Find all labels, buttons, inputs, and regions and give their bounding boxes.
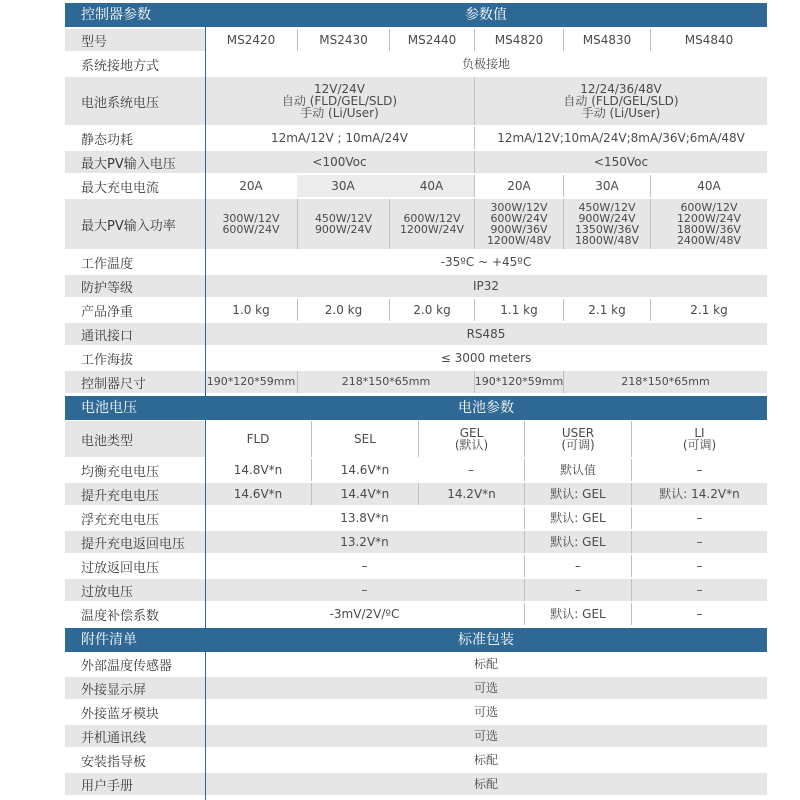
header-left: 电池电压 xyxy=(81,400,137,416)
line: 手动 (Li/User) xyxy=(300,106,379,120)
accessory-header xyxy=(65,628,767,652)
row-max-pv-power xyxy=(65,199,767,249)
row-label: 防护等级 xyxy=(81,280,134,296)
static-power-right: 12mA/12V;10mA/24V;8mA/36V;6mA/48V xyxy=(474,127,767,149)
row-static-power xyxy=(65,127,767,149)
model-cell: MS4830 xyxy=(563,29,650,51)
current-cell: 30A xyxy=(563,175,650,197)
size-cell: 218*150*65mm xyxy=(297,371,474,393)
accessory-row xyxy=(65,677,767,699)
line: 450W/12V xyxy=(314,212,373,225)
line: 12V/24V xyxy=(314,82,365,96)
line: 1350W/36V xyxy=(574,223,640,236)
altitude-value: ≤ 3000 meters xyxy=(440,351,532,365)
line: 900W/24V xyxy=(578,212,636,225)
pv-power-cell xyxy=(474,199,563,249)
equalize-cell: – xyxy=(468,463,474,477)
line: 1200W/24V xyxy=(399,223,465,236)
row-battery-type xyxy=(65,421,767,457)
temp-comp-cell: 默认: GEL xyxy=(524,603,631,625)
static-power-left: 12mA/12V ; 10mA/24V xyxy=(270,131,409,145)
line: 600W/12V xyxy=(680,201,738,214)
boost-return-cell: – xyxy=(631,531,767,553)
row-max-charge-current xyxy=(65,175,767,197)
current-cell: 20A xyxy=(239,179,263,193)
row-label: 工作温度 xyxy=(81,256,134,272)
row-equalize xyxy=(65,459,767,481)
accessory-row xyxy=(65,653,767,675)
line: 1200W/48V xyxy=(486,234,552,247)
battery-type-cell: FLD xyxy=(205,421,311,457)
weight-cell: 2.1 kg xyxy=(563,299,650,321)
equalize-cell: – xyxy=(631,459,767,481)
row-temp-comp xyxy=(65,603,767,625)
model-cell: MS2430 xyxy=(297,29,389,51)
row-battery-voltage xyxy=(65,77,767,125)
row-label: 最大PV输入功率 xyxy=(81,218,176,234)
battery-voltage-right xyxy=(474,77,767,125)
row-label: 型号 xyxy=(81,34,108,50)
pv-power-cell xyxy=(389,199,474,249)
pv-voltage-right: <150Voc xyxy=(474,151,767,173)
pv-voltage-left: <100Voc xyxy=(312,155,367,169)
row-comm xyxy=(65,323,767,345)
row-protection xyxy=(65,275,767,297)
row-label: 工作海拔 xyxy=(81,352,134,368)
line: 12/24/36/48V xyxy=(580,82,662,96)
column-divider xyxy=(205,27,206,396)
header-right: 标准包装 xyxy=(458,632,514,648)
line: 600W/24V xyxy=(222,223,280,236)
header-left: 控制器参数 xyxy=(81,7,151,23)
line: USER xyxy=(561,426,595,440)
equalize-cell: 默认值 xyxy=(524,459,631,481)
work-temp-value: -35ºC ~ +45ºC xyxy=(440,255,532,269)
row-label: 产品净重 xyxy=(81,304,134,320)
row-label: 最大充电电流 xyxy=(81,180,160,196)
row-label: 外接显示屏 xyxy=(81,682,147,698)
model-cell: MS4820 xyxy=(474,29,563,51)
weight-cell: 2.0 kg xyxy=(389,299,474,321)
accessory-row xyxy=(65,773,767,795)
float-cell: 默认: GEL xyxy=(524,507,631,529)
row-boost-return xyxy=(65,531,767,553)
weight-cell: 2.0 kg xyxy=(297,299,389,321)
battery-type-cell xyxy=(524,421,631,457)
discharge-return-cell: – xyxy=(524,555,631,577)
discharge-return-cell: – xyxy=(361,559,368,573)
row-max-pv-voltage xyxy=(65,151,767,173)
row-net-weight xyxy=(65,299,767,321)
row-label: 并机通讯线 xyxy=(81,730,147,746)
column-divider xyxy=(205,652,206,800)
row-label: 系统接地方式 xyxy=(81,58,160,74)
battery-type-cell xyxy=(418,421,524,457)
boost-return-cell: 13.2V*n xyxy=(340,535,389,549)
row-label: 浮充充电电压 xyxy=(81,512,160,528)
boost-cell: 14.4V*n xyxy=(311,483,418,505)
row-altitude xyxy=(65,347,767,369)
row-over-discharge xyxy=(65,579,767,601)
accessory-value: 标配 xyxy=(473,657,498,671)
row-label: 提升充电电压 xyxy=(81,488,160,504)
line: (默认) xyxy=(454,438,489,452)
line: 600W/24V xyxy=(490,212,548,225)
row-grounding xyxy=(65,53,767,75)
line: 900W/36V xyxy=(490,223,548,236)
float-cell: – xyxy=(631,507,767,529)
row-label: 用户手册 xyxy=(81,778,134,794)
row-label: 电池类型 xyxy=(81,433,134,449)
pv-power-cell xyxy=(205,199,297,249)
current-cell: 40A xyxy=(389,175,474,197)
header-left: 附件清单 xyxy=(81,632,137,648)
size-cell: 190*120*59mm xyxy=(206,375,296,388)
size-cell: 218*150*65mm xyxy=(563,371,767,393)
row-label: 最大PV输入电压 xyxy=(81,156,176,172)
row-size xyxy=(65,371,767,393)
row-float xyxy=(65,507,767,529)
line: 300W/12V xyxy=(490,201,548,214)
current-cell: 20A xyxy=(474,175,563,197)
discharge-return-cell: – xyxy=(631,555,767,577)
line: (可调) xyxy=(682,438,717,452)
battery-type-cell: SEL xyxy=(311,421,418,457)
line: 1200W/24V xyxy=(676,212,742,225)
temp-comp-cell: -3mV/2V/ºC xyxy=(329,607,400,621)
header-right: 电池参数 xyxy=(458,400,514,416)
pv-power-cell xyxy=(297,199,389,249)
boost-cell: 14.2V*n xyxy=(418,483,524,505)
accessory-row xyxy=(65,701,767,723)
row-label: 过放电压 xyxy=(81,584,134,600)
accessory-row xyxy=(65,749,767,771)
row-model xyxy=(65,29,767,51)
column-divider xyxy=(205,420,206,628)
boost-return-cell: 默认: GEL xyxy=(524,531,631,553)
over-discharge-cell: – xyxy=(361,583,368,597)
battery-voltage-left xyxy=(205,77,474,125)
current-cell: 30A xyxy=(297,175,389,197)
accessory-value: 可选 xyxy=(473,729,498,743)
accessory-value: 可选 xyxy=(473,705,498,719)
row-label: 均衡充电电压 xyxy=(81,464,160,480)
line: 2400W/48V xyxy=(676,234,742,247)
weight-cell: 1.1 kg xyxy=(474,299,563,321)
grounding-value: 负极接地 xyxy=(461,57,510,71)
current-cell: 40A xyxy=(650,175,767,197)
row-label: 静态功耗 xyxy=(81,132,134,148)
battery-type-cell xyxy=(631,421,767,457)
over-discharge-cell: – xyxy=(524,579,631,601)
battery-header xyxy=(65,396,767,420)
row-label: 温度补偿系数 xyxy=(81,608,160,624)
row-label: 通讯接口 xyxy=(81,328,134,344)
line: LI xyxy=(694,426,705,440)
row-work-temp xyxy=(65,251,767,273)
boost-cell: 14.6V*n xyxy=(233,487,283,501)
row-label: 安装指导板 xyxy=(81,754,147,770)
equalize-cell: 14.8V*n xyxy=(233,463,283,477)
header-right: 参数值 xyxy=(465,7,507,23)
line: 1800W/36V xyxy=(676,223,742,236)
line: 自动 (FLD/GEL/SLD) xyxy=(281,94,398,108)
line: 手动 (Li/User) xyxy=(581,106,661,120)
spec-sheet xyxy=(65,0,767,800)
controller-header xyxy=(65,3,767,27)
over-discharge-cell: – xyxy=(631,579,767,601)
line: (可调) xyxy=(561,438,595,452)
temp-comp-cell: – xyxy=(631,603,767,625)
accessory-value: 标配 xyxy=(473,753,498,767)
size-cell: 190*120*59mm xyxy=(474,371,563,393)
row-label: 外部温度传感器 xyxy=(81,658,173,674)
row-label: 外接蓝牙模块 xyxy=(81,706,160,722)
equalize-cell: 14.6V*n xyxy=(311,459,418,481)
protection-value: IP32 xyxy=(472,279,500,293)
row-label: 提升充电返回电压 xyxy=(81,536,186,552)
accessory-value: 可选 xyxy=(473,681,498,695)
comm-value: RS485 xyxy=(466,327,506,341)
line: 450W/12V xyxy=(578,201,636,214)
row-label: 电池系统电压 xyxy=(81,95,160,111)
pv-power-cell xyxy=(650,199,767,249)
row-discharge-return xyxy=(65,555,767,577)
boost-cell: 默认: 14.2V*n xyxy=(631,483,767,505)
row-boost xyxy=(65,483,767,505)
line: 600W/12V xyxy=(403,212,461,225)
line: 自动 (FLD/GEL/SLD) xyxy=(563,94,679,108)
accessory-row xyxy=(65,725,767,747)
accessory-value: 标配 xyxy=(473,777,498,791)
boost-cell: 默认: GEL xyxy=(524,483,631,505)
line: GEL xyxy=(459,426,484,440)
line: 300W/12V xyxy=(222,212,280,225)
float-cell: 13.8V*n xyxy=(340,511,389,525)
row-label: 控制器尺寸 xyxy=(81,376,147,392)
weight-cell: 1.0 kg xyxy=(232,303,270,317)
row-label: 过放返回电压 xyxy=(81,560,160,576)
model-cell: MS2420 xyxy=(205,29,297,51)
model-cell: MS2440 xyxy=(389,29,474,51)
model-cell: MS4840 xyxy=(650,29,767,51)
line: 900W/24V xyxy=(314,223,373,236)
line: 1800W/48V xyxy=(574,234,640,247)
weight-cell: 2.1 kg xyxy=(650,299,767,321)
pv-power-cell xyxy=(563,199,650,249)
